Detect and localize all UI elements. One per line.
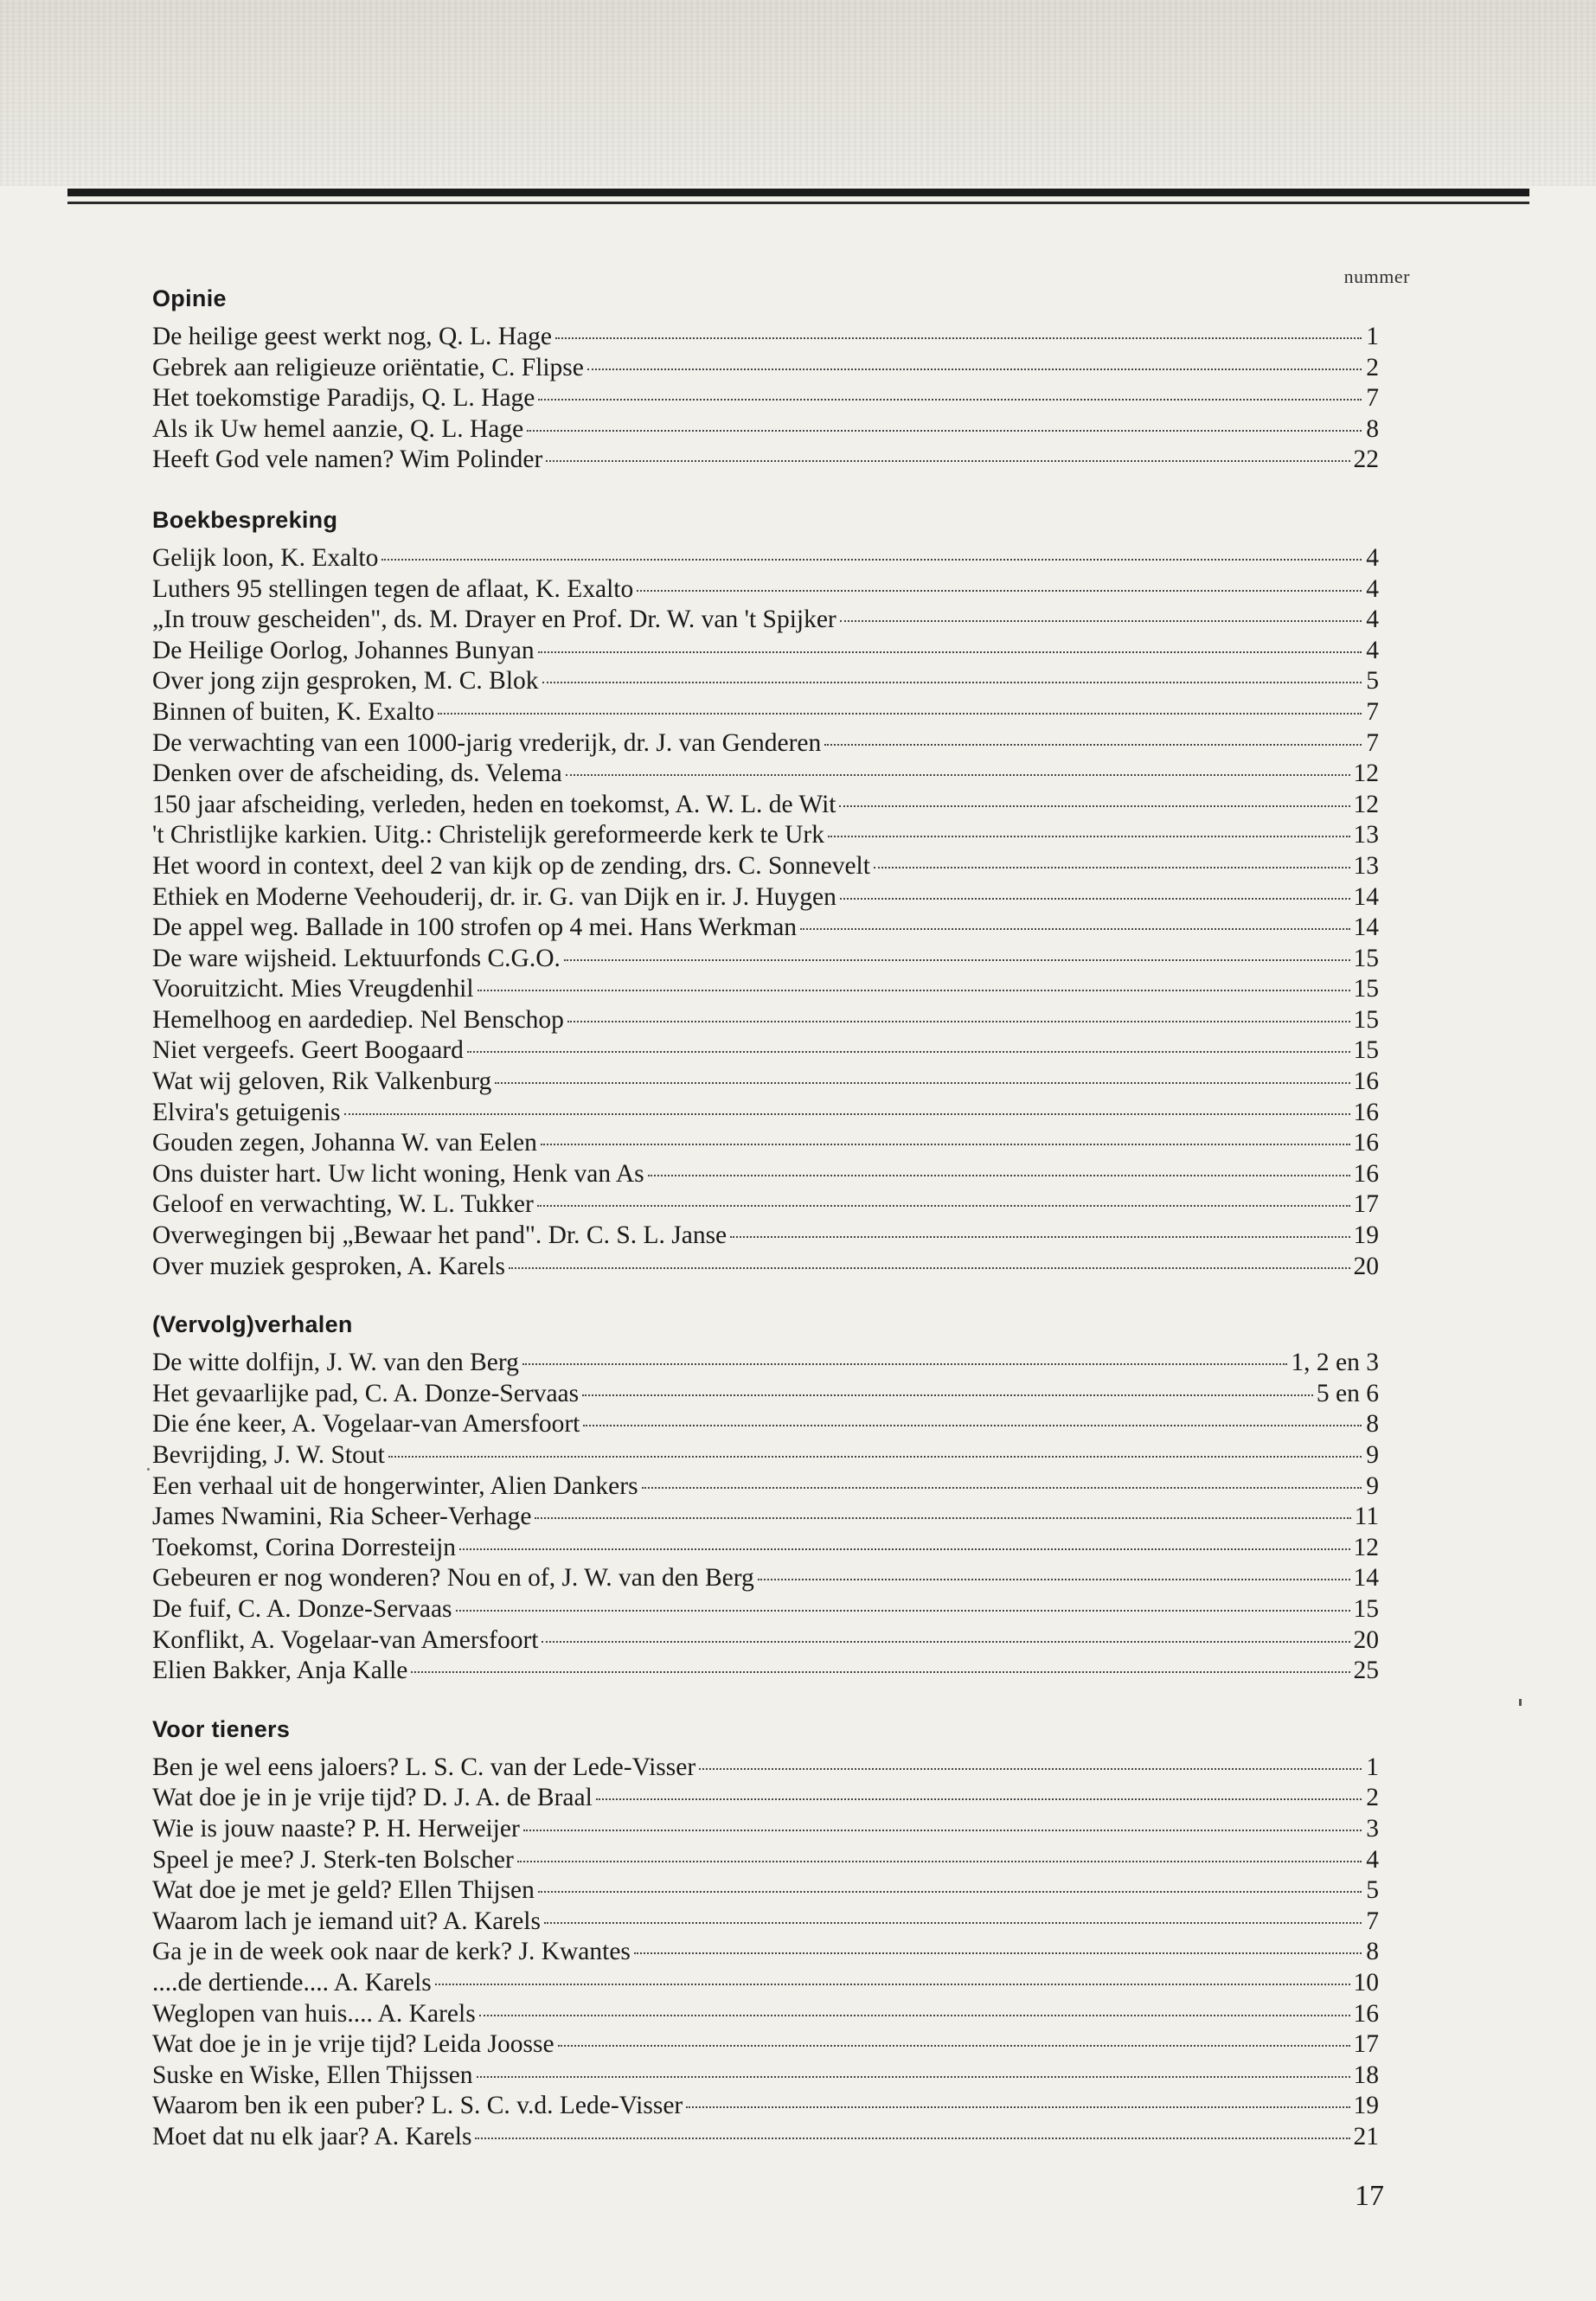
header-rule-thin	[67, 202, 1529, 204]
entry-title: Wat doe je met je geld? Ellen Thijsen	[152, 1876, 535, 1905]
entry-list	[152, 1753, 1379, 2153]
issue-number: 14	[1353, 882, 1379, 911]
entry-title: De appel weg. Ballade in 100 strofen op 4 mei. Hans Werkman	[152, 913, 798, 942]
dot-leader	[509, 1267, 1350, 1269]
issue-number: 3	[1366, 1814, 1379, 1843]
entry-title: Gebeuren er nog wonderen? Nou en of, J. W. van den Berg	[152, 1564, 754, 1593]
issue-number: 15	[1353, 1594, 1379, 1623]
entry-title: Een verhaal uit de hongerwinter, Alien Dankers	[152, 1471, 638, 1500]
entry-title: De verwachting van een 1000-jarig vrederijk, dr. J. van Genderen	[152, 728, 822, 757]
issue-number: 2	[1366, 1784, 1379, 1812]
issue-number: 12	[1353, 760, 1379, 788]
toc-entry	[152, 759, 1379, 790]
dot-leader	[535, 1517, 1350, 1519]
dot-leader	[523, 1830, 1362, 1831]
toc-entry	[152, 605, 1379, 636]
entry-title: Het gevaarlijke pad, C. A. Donze-Servaas	[152, 1379, 580, 1407]
toc-entry	[152, 1563, 1379, 1594]
toc-section	[152, 497, 1379, 1282]
dot-leader	[537, 1205, 1350, 1207]
dot-leader	[558, 2045, 1350, 2047]
section-gap	[152, 1282, 1379, 1301]
entry-title: „In trouw gescheiden", ds. M. Drayer en Prof. Dr. W. van 't Spijker	[152, 606, 836, 634]
entry-title: Gelijk loon, K. Exalto	[152, 543, 379, 572]
toc-entry	[152, 1814, 1379, 1845]
issue-number: 5	[1366, 1876, 1379, 1905]
issue-number: 16	[1353, 1067, 1379, 1096]
dot-leader	[477, 2076, 1350, 2078]
entry-title: Ons duister hart. Uw licht woning, Henk van As	[152, 1159, 644, 1188]
dot-leader	[840, 620, 1362, 622]
issue-number: 7	[1366, 384, 1379, 413]
toc-entry	[152, 445, 1379, 476]
issue-number: 16	[1353, 1098, 1379, 1126]
issue-number: 4	[1366, 574, 1379, 603]
section-gap	[152, 476, 1379, 497]
dot-leader	[800, 928, 1349, 930]
dot-leader	[583, 1425, 1362, 1426]
dot-leader	[544, 1922, 1362, 1924]
dot-leader	[582, 1394, 1313, 1396]
dot-leader	[435, 1984, 1350, 1985]
toc-entry	[152, 1159, 1379, 1190]
dot-leader	[344, 1113, 1350, 1115]
dot-leader	[686, 2106, 1349, 2108]
dot-leader	[840, 898, 1350, 900]
issue-number: 11	[1354, 1503, 1379, 1531]
dot-leader	[758, 1579, 1350, 1580]
entry-title: Binnen of buiten, K. Exalto	[152, 697, 435, 726]
toc-entry	[152, 1845, 1379, 1876]
toc-entry	[152, 1471, 1379, 1503]
dot-leader	[542, 682, 1362, 683]
entry-title: Wat doe je in je vrije tijd? Leida Joosse	[152, 2030, 554, 2059]
entry-title: Bevrijding, J. W. Stout	[152, 1441, 385, 1469]
section-title: (Vervolg)verhalen	[152, 1311, 353, 1338]
issue-number: 13	[1353, 851, 1379, 880]
issue-number: 5 en 6	[1316, 1379, 1379, 1407]
issue-number: 20	[1353, 1252, 1379, 1280]
entry-title: Het woord in context, deel 2 van kijk op de zending, drs. C. Sonnevelt	[152, 851, 870, 880]
entry-title: ....de dertiende.... A. Karels	[152, 1968, 432, 1997]
toc-entry	[152, 322, 1379, 353]
toc-entry	[152, 574, 1379, 606]
toc-entry	[152, 1533, 1379, 1564]
toc-entry	[152, 913, 1379, 944]
entry-title: Wie is jouw naaste? P. H. Herweijer	[152, 1814, 520, 1843]
entry-title: Suske en Wiske, Ellen Thijssen	[152, 2061, 473, 2089]
issue-number: 8	[1366, 414, 1379, 443]
issue-number: 12	[1353, 790, 1379, 818]
toc-entry	[152, 1348, 1379, 1379]
dot-leader	[824, 744, 1362, 746]
dot-leader	[538, 651, 1362, 653]
scan-speck	[147, 1468, 150, 1471]
issue-number: 2	[1366, 353, 1379, 381]
dot-leader	[495, 1082, 1349, 1084]
toc-entry	[152, 1937, 1379, 1968]
dot-leader	[517, 1861, 1362, 1862]
issue-number: 9	[1366, 1471, 1379, 1500]
toc-entry	[152, 1907, 1379, 1938]
entry-title: De heilige geest werkt nog, Q. L. Hage	[152, 323, 553, 350]
issue-number: 15	[1353, 1005, 1379, 1034]
entry-title: Niet vergeefs. Geert Boogaard	[152, 1036, 464, 1065]
issue-number: 4	[1366, 606, 1379, 634]
header-rule-thick	[67, 189, 1529, 196]
toc-entry	[152, 1625, 1379, 1657]
issue-number: 22	[1353, 445, 1379, 474]
toc-entry	[152, 2122, 1379, 2153]
entry-title: Ethiek en Moderne Veehouderij, dr. ir. G. van Dijk en ir. J. Huygen	[152, 882, 836, 911]
toc-entry	[152, 414, 1379, 445]
entry-title: Gebrek aan religieuze oriëntatie, C. Flipse	[152, 353, 584, 381]
issue-number: 25	[1353, 1657, 1379, 1685]
toc-entry	[152, 1502, 1379, 1533]
issue-number: 8	[1366, 1410, 1379, 1439]
column-header-nummer: nummer	[1343, 266, 1410, 287]
entry-title: Ga je in de week ook naar de kerk? J. Kwantes	[152, 1938, 631, 1966]
dot-leader	[648, 1175, 1350, 1176]
issue-number: 17	[1353, 1190, 1379, 1219]
entry-title: Moet dat nu elk jaar? A. Karels	[152, 2122, 472, 2150]
dot-leader	[538, 1891, 1362, 1893]
entry-title: De ware wijsheid. Lektuurfonds C.G.O.	[152, 944, 561, 972]
toc-entry	[152, 1999, 1379, 2030]
toc-entry	[152, 1067, 1379, 1098]
dot-leader	[699, 1768, 1362, 1770]
entry-title: Waarom lach je iemand uit? A. Karels	[152, 1907, 541, 1935]
dot-leader	[596, 1798, 1362, 1800]
dot-leader	[459, 1548, 1349, 1550]
scanned-header-texture	[0, 0, 1596, 186]
dot-leader	[564, 959, 1350, 961]
entry-title: James Nwamini, Ria Scheer-Verhage	[152, 1503, 532, 1531]
toc-entry	[152, 882, 1379, 913]
toc-entry	[152, 697, 1379, 728]
toc-entry	[152, 2061, 1379, 2092]
entry-title: Als ik Uw hemel aanzie, Q. L. Hage	[152, 414, 524, 443]
entry-title: Hemelhoog en aardediep. Nel Benschop	[152, 1005, 564, 1034]
toc-section	[152, 1301, 1379, 1687]
issue-number: 9	[1366, 1441, 1379, 1469]
issue-number: 20	[1353, 1625, 1379, 1654]
dot-leader	[527, 430, 1362, 432]
issue-number: 13	[1353, 821, 1379, 849]
entry-title: Konflikt, A. Vogelaar-van Amersfoort	[152, 1625, 539, 1654]
entry-title: Gouden zegen, Johanna W. van Eelen	[152, 1129, 537, 1157]
issue-number: 1	[1366, 1753, 1379, 1781]
toc-entry	[152, 820, 1379, 851]
entry-title: De Heilige Oorlog, Johannes Bunyan	[152, 636, 535, 664]
entry-title: Elvira's getuigenis	[152, 1098, 341, 1126]
dot-leader	[587, 369, 1362, 370]
toc-entry	[152, 1035, 1379, 1067]
entry-title: Over muziek gesproken, A. Karels	[152, 1252, 505, 1280]
dot-leader	[411, 1671, 1349, 1673]
toc-entry	[152, 790, 1379, 821]
issue-number: 10	[1353, 1968, 1379, 1997]
entry-title: 150 jaar afscheiding, verleden, heden en toekomst, A. W. L. de Wit	[152, 790, 836, 818]
entry-title: Speel je mee? J. Sterk-ten Bolscher	[152, 1845, 514, 1874]
dot-leader	[467, 1051, 1350, 1053]
entry-title: Heeft God vele namen? Wim Polinder	[152, 445, 543, 474]
toc-entry	[152, 383, 1379, 414]
issue-number: 19	[1353, 1221, 1379, 1250]
issue-number: 14	[1353, 1564, 1379, 1593]
entry-title: Vooruitzicht. Mies Vreugdenhil	[152, 975, 474, 1003]
issue-number: 5	[1366, 667, 1379, 695]
dot-leader	[839, 805, 1349, 807]
dot-leader	[566, 774, 1350, 776]
toc-entry	[152, 728, 1379, 760]
dot-leader	[478, 990, 1350, 991]
entry-title: Wat wij geloven, Rik Valkenburg	[152, 1067, 492, 1096]
toc-entry	[152, 1968, 1379, 1999]
dot-leader	[479, 2015, 1350, 2016]
toc-entry	[152, 974, 1379, 1005]
dot-leader	[874, 867, 1350, 868]
toc-section	[152, 1706, 1379, 2153]
dot-leader	[642, 1487, 1362, 1489]
toc-entry	[152, 636, 1379, 667]
dot-leader	[634, 1952, 1362, 1954]
toc-entry	[152, 1128, 1379, 1159]
issue-number: 7	[1366, 728, 1379, 757]
dot-leader	[542, 1641, 1349, 1643]
issue-number: 4	[1366, 1845, 1379, 1874]
issue-number: 7	[1366, 1907, 1379, 1935]
toc-entry	[152, 353, 1379, 384]
entry-title: Ben je wel eens jaloers? L. S. C. van der Lede-Visser	[152, 1753, 696, 1781]
entry-list	[152, 1348, 1379, 1687]
entry-title: Denken over de afscheiding, ds. Velema	[152, 760, 562, 788]
entry-title: 't Christlijke karkien. Uitg.: Christelijk gereformeerde kerk te Urk	[152, 821, 825, 849]
entry-title: Luthers 95 stellingen tegen de aflaat, K. Exalto	[152, 574, 634, 603]
section-title: Boekbespreking	[152, 506, 338, 533]
issue-number: 18	[1353, 2061, 1379, 2089]
page-number: 17	[1355, 2180, 1384, 2212]
issue-number: 4	[1366, 543, 1379, 572]
toc-entry	[152, 851, 1379, 882]
dot-leader	[555, 337, 1362, 339]
entry-title: Toekomst, Corina Dorresteijn	[152, 1533, 457, 1561]
dot-leader	[541, 1144, 1350, 1145]
toc-section	[152, 275, 1379, 476]
issue-number: 15	[1353, 944, 1379, 972]
entry-title: Wat doe je in je vrije tijd? D. J. A. de Braal	[152, 1784, 593, 1812]
dot-leader	[381, 559, 1362, 561]
issue-number: 14	[1353, 913, 1379, 942]
toc-entry	[152, 1221, 1379, 1252]
entry-title: Weglopen van huis.... A. Karels	[152, 1999, 476, 2028]
entry-title: Die éne keer, A. Vogelaar-van Amersfoort	[152, 1410, 580, 1439]
entry-list	[152, 543, 1379, 1282]
toc-entry	[152, 1005, 1379, 1036]
dot-leader	[475, 2138, 1349, 2139]
dot-leader	[730, 1236, 1349, 1238]
table-of-contents	[152, 275, 1379, 2152]
toc-entry	[152, 2029, 1379, 2061]
issue-number: 1	[1366, 323, 1379, 350]
issue-number: 12	[1353, 1533, 1379, 1561]
dot-leader	[388, 1456, 1362, 1458]
issue-number: 8	[1366, 1938, 1379, 1966]
section-title: Voor tieners	[152, 1715, 291, 1742]
section-gap	[152, 1687, 1379, 1706]
entry-title: Geloof en verwachting, W. L. Tukker	[152, 1190, 534, 1219]
dot-leader	[546, 460, 1349, 462]
toc-entry	[152, 1379, 1379, 1410]
toc-entry	[152, 1753, 1379, 1784]
entry-title: Elien Bakker, Anja Kalle	[152, 1657, 408, 1685]
issue-number: 19	[1353, 2092, 1379, 2120]
toc-entry	[152, 1252, 1379, 1283]
entry-title: Het toekomstige Paradijs, Q. L. Hage	[152, 384, 535, 413]
dot-leader	[456, 1610, 1350, 1612]
dot-leader	[637, 590, 1362, 592]
issue-number: 16	[1353, 1129, 1379, 1157]
issue-number: 7	[1366, 697, 1379, 726]
issue-number: 4	[1366, 636, 1379, 664]
section-title: Opinie	[152, 285, 227, 311]
toc-entry	[152, 543, 1379, 574]
entry-title: De witte dolfijn, J. W. van den Berg	[152, 1349, 519, 1377]
toc-entry	[152, 1440, 1379, 1471]
entry-list	[152, 322, 1379, 476]
issue-number: 16	[1353, 1999, 1379, 2028]
issue-number: 15	[1353, 975, 1379, 1003]
dot-leader	[522, 1363, 1288, 1365]
toc-entry	[152, 666, 1379, 697]
entry-title: Over jong zijn gesproken, M. C. Blok	[152, 667, 539, 695]
toc-entry	[152, 1098, 1379, 1129]
entry-title: Overwegingen bij „Bewaar het pand". Dr. C. S. L. Janse	[152, 1221, 727, 1250]
issue-number: 17	[1353, 2030, 1379, 2059]
toc-entry	[152, 1875, 1379, 1907]
toc-entry	[152, 944, 1379, 975]
toc-entry	[152, 1656, 1379, 1687]
entry-title: De fuif, C. A. Donze-Servaas	[152, 1594, 452, 1623]
dot-leader	[538, 399, 1362, 401]
dot-leader	[567, 1021, 1350, 1022]
toc-entry	[152, 1783, 1379, 1814]
entry-title: Waarom ben ik een puber? L. S. C. v.d. Lede-Visser	[152, 2092, 683, 2120]
issue-number: 16	[1353, 1159, 1379, 1188]
toc-entry	[152, 1409, 1379, 1440]
dot-leader	[828, 836, 1349, 837]
issue-number: 21	[1353, 2122, 1379, 2150]
toc-entry	[152, 1594, 1379, 1625]
toc-entry	[152, 1189, 1379, 1221]
scan-mark	[1519, 1699, 1522, 1706]
toc-entry	[152, 2091, 1379, 2122]
dot-leader	[438, 713, 1362, 715]
issue-number: 1, 2 en 3	[1291, 1349, 1379, 1377]
issue-number: 15	[1353, 1036, 1379, 1065]
